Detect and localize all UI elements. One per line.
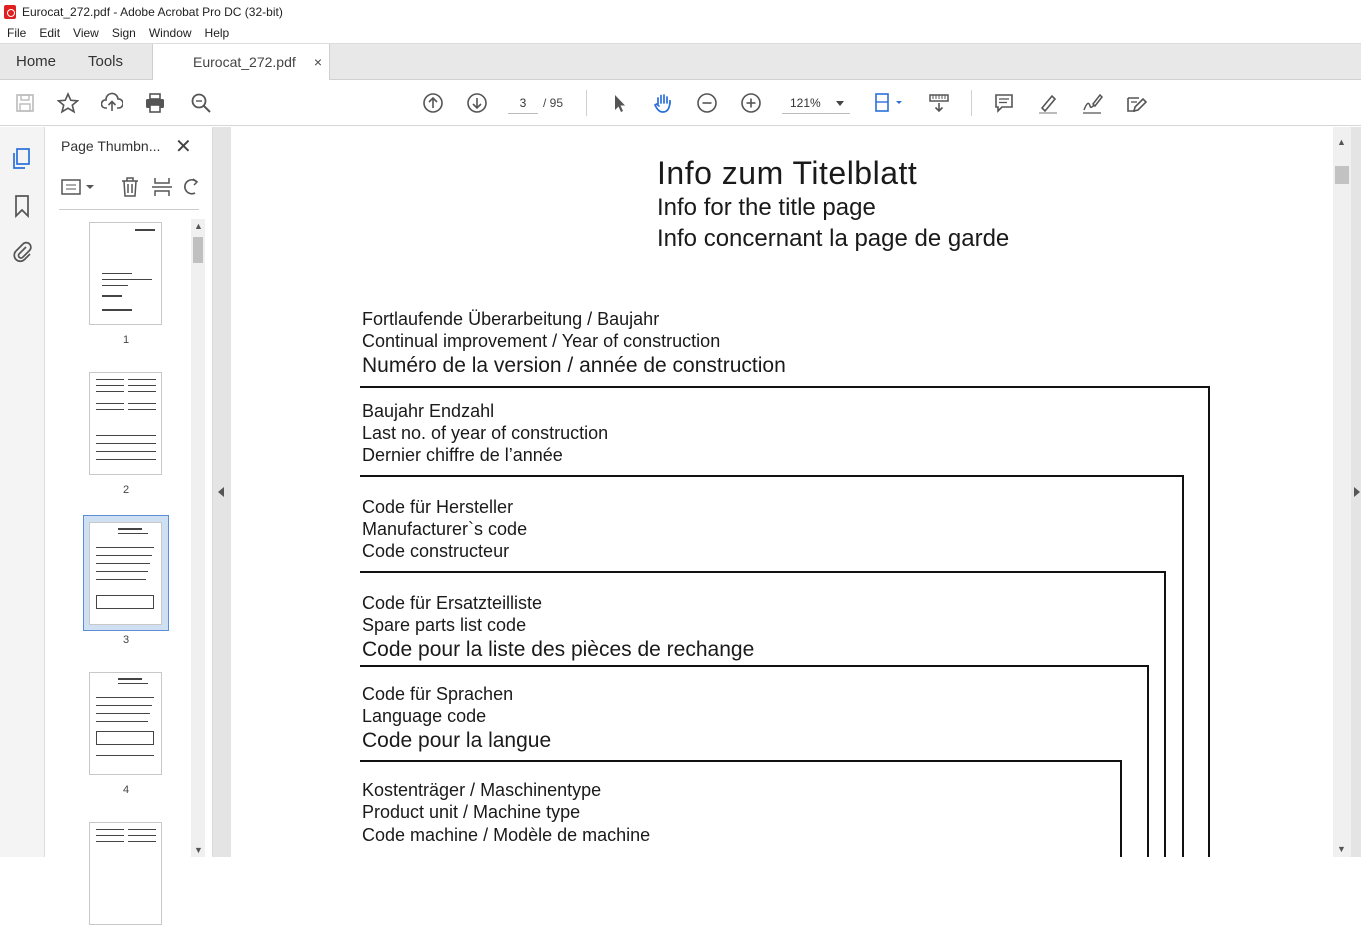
collapse-panel-strip[interactable] bbox=[213, 127, 231, 857]
acrobat-pdf-icon bbox=[4, 5, 16, 19]
tab-tools[interactable]: Tools bbox=[88, 53, 124, 70]
panel-title: Page Thumbn... bbox=[61, 138, 161, 154]
window-title: Eurocat_272.pdf - Adobe Acrobat Pro DC (32-bit) bbox=[22, 4, 283, 19]
find-icon[interactable] bbox=[188, 90, 214, 116]
doc-title-fr: Info concernant la page de garde bbox=[657, 225, 1010, 252]
thumbnail-image bbox=[89, 222, 162, 325]
tab-document[interactable] bbox=[152, 44, 330, 81]
thumbnails-scrollbar[interactable] bbox=[191, 219, 205, 857]
doc-title-en: Info for the title page bbox=[657, 194, 876, 221]
toolbar-divider bbox=[971, 90, 972, 116]
block-line: Dernier chiffre de l’année bbox=[362, 445, 563, 465]
bracket-line bbox=[360, 760, 1122, 762]
zoom-in-icon[interactable] bbox=[738, 90, 764, 116]
bracket-line bbox=[1164, 571, 1166, 857]
block-line: Code machine / Modèle de machine bbox=[362, 825, 651, 845]
bracket-line bbox=[1120, 760, 1122, 857]
navigation-rail bbox=[0, 127, 45, 857]
tab-document-label: Eurocat_272.pdf bbox=[193, 54, 296, 70]
page-thumbnails-icon[interactable] bbox=[11, 147, 35, 171]
thumbnail-image bbox=[89, 672, 162, 775]
insert-page-icon[interactable] bbox=[151, 176, 173, 198]
collapse-left-icon[interactable] bbox=[218, 487, 224, 497]
toolbar-divider bbox=[586, 90, 587, 116]
scroll-down-icon[interactable]: ▼ bbox=[1337, 844, 1346, 854]
bracket-line bbox=[1182, 475, 1184, 857]
zoom-out-icon[interactable] bbox=[694, 90, 720, 116]
expand-right-icon[interactable] bbox=[1354, 487, 1360, 497]
page-number-input[interactable] bbox=[508, 92, 538, 114]
scroll-up-icon[interactable]: ▲ bbox=[1337, 137, 1346, 147]
bracket-line bbox=[1147, 665, 1149, 857]
block-line: Spare parts list code bbox=[362, 615, 527, 635]
page-total: / 95 bbox=[543, 96, 564, 110]
tab-home[interactable]: Home bbox=[16, 53, 57, 70]
fit-page-icon[interactable] bbox=[870, 90, 906, 116]
thumbnail-number: 3 bbox=[122, 634, 130, 646]
bracket-line bbox=[360, 475, 1184, 477]
scroll-thumb[interactable] bbox=[1335, 166, 1349, 184]
menu-view[interactable]: View bbox=[73, 26, 99, 40]
thumbnail-image bbox=[89, 372, 162, 475]
block-line-large: Numéro de la version / année de construction bbox=[362, 354, 786, 377]
thumbnail-page-1[interactable] bbox=[89, 222, 163, 346]
close-tab-icon[interactable]: × bbox=[313, 54, 322, 70]
thumbnail-page-3[interactable] bbox=[89, 522, 163, 646]
close-panel-icon[interactable]: ✕ bbox=[175, 136, 192, 158]
scroll-down-icon[interactable]: ▼ bbox=[194, 845, 203, 855]
highlight-icon[interactable] bbox=[1035, 90, 1061, 116]
block-line: Product unit / Machine type bbox=[362, 802, 581, 822]
block-line: Language code bbox=[362, 706, 487, 726]
block-line: Last no. of year of construction bbox=[362, 423, 609, 443]
scroll-thumb[interactable] bbox=[193, 237, 203, 263]
thumbnail-toolbar bbox=[59, 175, 199, 199]
thumbnail-number: 2 bbox=[122, 484, 130, 496]
bracket-line bbox=[1208, 386, 1210, 857]
zoom-value: 121% bbox=[790, 96, 821, 110]
document-view bbox=[231, 127, 1333, 857]
bracket-line bbox=[360, 665, 1149, 667]
fill-sign-icon[interactable] bbox=[1123, 90, 1149, 116]
sign-icon[interactable] bbox=[1079, 90, 1105, 116]
doc-title-de: Info zum Titelblatt bbox=[657, 155, 918, 191]
block-line: Continual improvement / Year of construction bbox=[362, 331, 721, 351]
delete-page-icon[interactable] bbox=[119, 176, 141, 198]
page-thumbnails-panel bbox=[45, 127, 213, 857]
thumbnail-page-4[interactable] bbox=[89, 672, 163, 796]
block-line: Baujahr Endzahl bbox=[362, 401, 495, 421]
attachments-icon[interactable] bbox=[11, 239, 35, 263]
block-line: Manufacturer`s code bbox=[362, 519, 528, 539]
save-icon[interactable] bbox=[12, 90, 38, 116]
right-panel-strip[interactable] bbox=[1351, 127, 1361, 857]
bracket-line bbox=[360, 571, 1166, 573]
hand-icon[interactable] bbox=[650, 90, 676, 116]
panel-divider bbox=[59, 209, 199, 210]
menu-edit[interactable]: Edit bbox=[39, 26, 61, 40]
title-bar bbox=[0, 0, 1361, 23]
block-line: Kostenträger / Maschinentype bbox=[362, 780, 602, 800]
rotate-page-icon[interactable] bbox=[183, 176, 199, 198]
block-line: Fortlaufende Überarbeitung / Baujahr bbox=[362, 309, 660, 329]
scroll-mode-icon[interactable] bbox=[926, 90, 952, 116]
page-down-icon[interactable] bbox=[464, 90, 490, 116]
thumbnail-image bbox=[89, 522, 162, 625]
chevron-down-icon bbox=[836, 101, 844, 106]
bracket-line bbox=[360, 386, 1210, 388]
thumbnail-page-2[interactable] bbox=[89, 372, 163, 496]
star-icon[interactable] bbox=[55, 90, 81, 116]
tab-bar bbox=[0, 43, 1361, 80]
page-up-icon[interactable] bbox=[420, 90, 446, 116]
document-scrollbar[interactable] bbox=[1333, 127, 1351, 857]
block-line-large: Code pour la liste des pièces de rechange bbox=[362, 638, 755, 661]
select-icon[interactable] bbox=[606, 90, 632, 116]
bookmark-icon[interactable] bbox=[11, 194, 35, 218]
thumbnail-options-icon[interactable] bbox=[61, 177, 97, 197]
comment-icon[interactable] bbox=[991, 90, 1017, 116]
zoom-level-select[interactable] bbox=[782, 92, 850, 114]
menu-bar bbox=[0, 23, 1361, 43]
block-line: Code für Hersteller bbox=[362, 497, 514, 517]
thumbnail-number: 4 bbox=[122, 784, 130, 796]
block-line: Code constructeur bbox=[362, 541, 510, 561]
main-toolbar bbox=[0, 80, 1361, 126]
print-icon[interactable] bbox=[142, 90, 168, 116]
block-line: Code für Ersatzteilliste bbox=[362, 593, 543, 613]
upload-icon[interactable] bbox=[99, 90, 125, 116]
block-line: Code für Sprachen bbox=[362, 684, 514, 704]
menu-help[interactable]: Help bbox=[204, 26, 230, 40]
thumbnail-number: 1 bbox=[122, 334, 130, 346]
menu-sign[interactable]: Sign bbox=[111, 26, 136, 40]
thumbnail-page-5[interactable] bbox=[89, 822, 163, 925]
menu-window[interactable]: Window bbox=[148, 26, 192, 40]
menu-file[interactable]: File bbox=[7, 26, 27, 40]
scroll-up-icon[interactable]: ▲ bbox=[194, 221, 203, 231]
thumbnail-image bbox=[89, 822, 162, 925]
block-line-large: Code pour la langue bbox=[362, 729, 552, 752]
